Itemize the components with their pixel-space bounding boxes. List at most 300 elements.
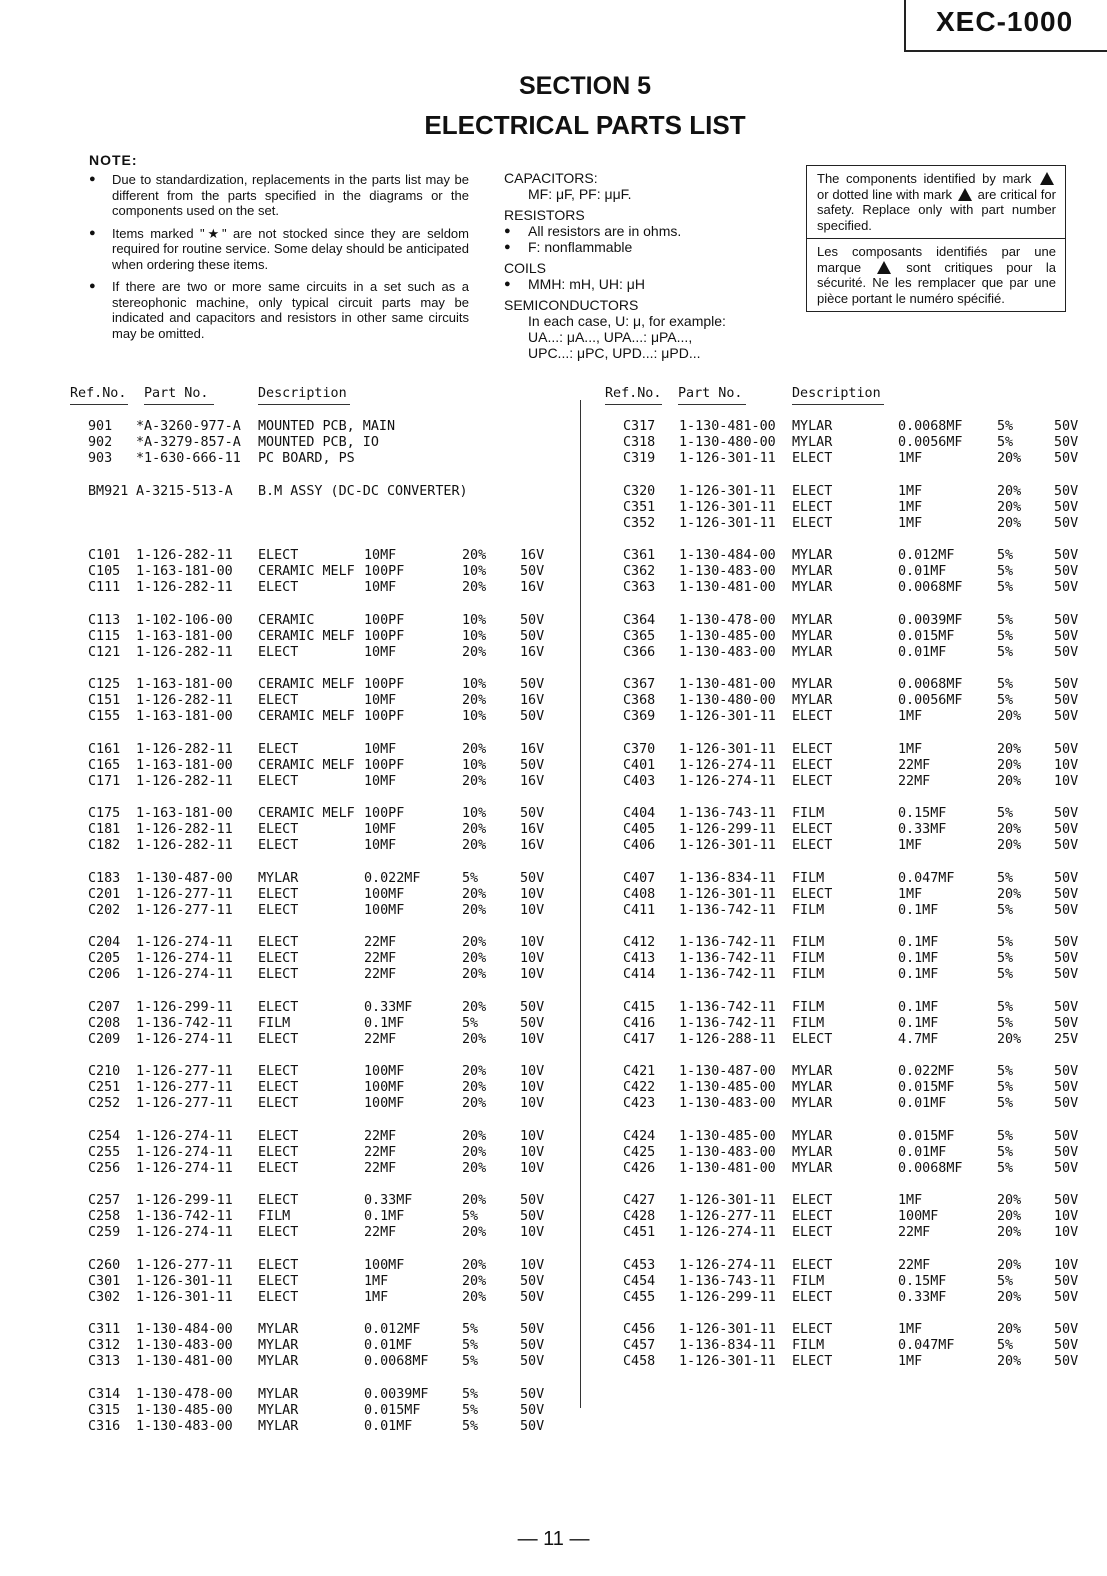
cell-ref-no: C426	[623, 1160, 656, 1176]
cell-description: MYLAR	[258, 1386, 299, 1402]
cell-tolerance: 5%	[997, 564, 1014, 579]
cell-value: 0.0068MF	[898, 580, 963, 595]
cell-description: ELECT	[792, 1209, 833, 1224]
cell-value: 10MF	[364, 548, 397, 563]
cell-tolerance: 5%	[997, 628, 1014, 644]
cell-ref-no: C171	[88, 773, 121, 789]
cell-part-no: 1-136-742-11	[679, 902, 776, 918]
cell-rating: 50V	[1054, 435, 1079, 450]
cell-ref-no: C204	[88, 935, 121, 950]
cell-value: 1MF	[898, 886, 923, 902]
cell-tolerance: 5%	[997, 1160, 1014, 1176]
cell-rating: 10V	[520, 1160, 545, 1176]
cell-description: MYLAR	[258, 870, 299, 886]
cell-tolerance: 5%	[462, 1015, 479, 1031]
cell-value: 100MF	[364, 902, 405, 918]
cell-ref-no: C370	[623, 741, 656, 757]
cell-value: 22MF	[364, 1128, 397, 1144]
cell-part-no: 1-126-299-11	[679, 822, 776, 837]
cell-ref-no: C175	[88, 806, 121, 821]
cell-rating: 10V	[520, 1080, 545, 1095]
cell-description: ELECT	[792, 1031, 833, 1047]
resistors-note: ● All resistors are in ohms.	[504, 223, 774, 239]
cell-tolerance: 5%	[997, 1128, 1014, 1144]
cell-ref-no: C412	[623, 935, 656, 950]
cell-description: CERAMIC MELF	[258, 757, 355, 773]
cell-rating: 50V	[520, 1338, 545, 1353]
cell-tolerance: 5%	[997, 644, 1014, 660]
cell-description: FILM	[792, 967, 825, 982]
cell-description: CERAMIC MELF	[258, 564, 355, 579]
cell-rating: 25V	[1054, 1031, 1079, 1047]
cell-rating: 50V	[1054, 612, 1079, 628]
cell-ref-no: C401	[623, 757, 656, 773]
cell-value: 0.015MF	[898, 628, 955, 644]
cell-rating: 50V	[520, 1386, 545, 1402]
cell-rating: 10V	[520, 1128, 545, 1144]
cell-rating: 16V	[520, 693, 545, 708]
cell-tolerance: 20%	[997, 741, 1022, 757]
cell-tolerance: 20%	[997, 515, 1022, 531]
safety-text: The components identified by mark	[817, 171, 1032, 186]
cell-part-no: 1-130-483-00	[679, 644, 776, 660]
cell-part-no: 1-126-277-11	[679, 1209, 776, 1224]
cell-ref-no: C362	[623, 564, 656, 579]
cell-ref-no: C315	[88, 1402, 121, 1418]
cell-rating: 50V	[1054, 951, 1079, 966]
cell-value: 0.022MF	[898, 1064, 955, 1079]
cell-description: CERAMIC MELF	[258, 806, 355, 821]
cell-tolerance: 20%	[997, 1257, 1022, 1273]
cell-rating: 50V	[1054, 999, 1079, 1015]
cell-tolerance: 20%	[997, 1225, 1022, 1240]
cell-tolerance: 10%	[462, 612, 487, 628]
cell-rating: 50V	[520, 1209, 545, 1224]
cell-tolerance: 20%	[997, 1209, 1022, 1224]
cell-part-no: 1-126-301-11	[679, 499, 776, 515]
cell-value: 4.7MF	[898, 1031, 939, 1047]
cell-rating: 50V	[1054, 822, 1079, 837]
cell-ref-no: C406	[623, 838, 656, 853]
cell-ref-no: C352	[623, 515, 656, 531]
cell-ref-no: C320	[623, 483, 656, 499]
cell-description: ELECT	[792, 1322, 833, 1337]
cell-ref-no: C311	[88, 1322, 121, 1337]
cell-description: MYLAR	[258, 1338, 299, 1353]
cell-part-no: 1-126-282-11	[136, 741, 233, 757]
cell-part-no: 1-126-301-11	[679, 483, 776, 499]
cell-value: 0.33MF	[898, 822, 947, 837]
cell-description: CERAMIC MELF	[258, 709, 355, 724]
column-header-description: Description	[792, 386, 881, 401]
cell-part-no: 1-163-181-00	[136, 628, 233, 644]
cell-value: 100MF	[364, 1080, 405, 1095]
cell-ref-no: C207	[88, 999, 121, 1015]
cell-tolerance: 20%	[462, 1289, 487, 1305]
cell-ref-no: C312	[88, 1338, 121, 1353]
cell-rating: 16V	[520, 822, 545, 837]
cell-description: ELECT	[792, 483, 833, 499]
column-divider	[580, 400, 581, 1408]
cell-tolerance: 20%	[997, 838, 1022, 853]
cell-ref-no: C260	[88, 1257, 121, 1273]
safety-notice-english	[807, 166, 1065, 238]
cell-part-no: 1-126-301-11	[679, 886, 776, 902]
cell-rating: 50V	[1054, 1128, 1079, 1144]
cell-value: 0.0068MF	[898, 419, 963, 434]
cell-part-no: *1-630-666-11	[136, 451, 241, 466]
cell-part-no: 1-126-274-11	[679, 1257, 776, 1273]
cell-rating: 50V	[1054, 870, 1079, 886]
cell-ref-no: C115	[88, 628, 121, 644]
cell-tolerance: 20%	[462, 951, 487, 966]
cell-rating: 10V	[520, 1031, 545, 1047]
cell-part-no: 1-130-478-00	[136, 1386, 233, 1402]
cell-description: MYLAR	[792, 419, 833, 434]
cell-value: 0.047MF	[898, 1338, 955, 1353]
cell-part-no: 1-130-483-00	[679, 1144, 776, 1160]
cell-value: 100MF	[364, 1257, 405, 1273]
cell-rating: 50V	[1054, 1144, 1079, 1160]
cell-value: 22MF	[898, 1257, 931, 1273]
cell-ref-no: C454	[623, 1273, 656, 1289]
units-legend	[504, 170, 774, 361]
cell-description: ELECT	[258, 1128, 299, 1144]
cell-part-no: 1-126-274-11	[136, 935, 233, 950]
cell-rating: 50V	[1054, 1080, 1079, 1095]
cell-tolerance: 20%	[462, 1257, 487, 1273]
cell-value: 22MF	[364, 951, 397, 966]
cell-tolerance: 20%	[462, 1193, 487, 1208]
cell-tolerance: 5%	[997, 693, 1014, 708]
cell-value: 0.1MF	[898, 1015, 939, 1031]
cell-tolerance: 20%	[997, 1322, 1022, 1337]
cell-tolerance: 5%	[997, 870, 1014, 886]
cell-rating: 50V	[520, 1273, 545, 1289]
cell-ref-no: C457	[623, 1338, 656, 1353]
cell-tolerance: 5%	[997, 1338, 1014, 1353]
cell-value: 0.0068MF	[364, 1354, 429, 1369]
cell-tolerance: 5%	[997, 1144, 1014, 1160]
cell-tolerance: 20%	[462, 1031, 487, 1047]
cell-description: FILM	[792, 902, 825, 918]
cell-ref-no: C413	[623, 951, 656, 966]
note-heading: NOTE:	[89, 152, 138, 168]
cell-tolerance: 20%	[997, 1354, 1022, 1369]
cell-rating: 50V	[1054, 1064, 1079, 1079]
cell-part-no: 1-126-274-11	[136, 1160, 233, 1176]
cell-rating: 50V	[520, 628, 545, 644]
cell-value: 10MF	[364, 580, 397, 595]
cell-rating: 50V	[1054, 1273, 1079, 1289]
semiconductors-note: In each case, U: μ, for example:	[528, 313, 726, 329]
cell-description: ELECT	[258, 1225, 299, 1240]
cell-tolerance: 20%	[462, 935, 487, 950]
cell-value: 0.0056MF	[898, 693, 963, 708]
cell-tolerance: 20%	[462, 1273, 487, 1289]
cell-ref-no: C455	[623, 1289, 656, 1305]
cell-ref-no: 901	[88, 419, 113, 434]
column-header-part: Part No.	[144, 386, 209, 401]
cell-rating: 50V	[1054, 451, 1079, 466]
cell-value: 1MF	[898, 499, 923, 515]
section-title: SECTION 5	[519, 72, 651, 100]
cell-description: FILM	[792, 935, 825, 950]
cell-tolerance: 10%	[462, 709, 487, 724]
cell-rating: 10V	[520, 1257, 545, 1273]
cell-value: 1MF	[898, 1193, 923, 1208]
cell-tolerance: 5%	[997, 580, 1014, 595]
cell-description: ELECT	[792, 838, 833, 853]
cell-rating: 50V	[520, 1289, 545, 1305]
cell-description: CERAMIC	[258, 612, 315, 628]
cell-description: ELECT	[258, 1257, 299, 1273]
cell-description: ELECT	[792, 515, 833, 531]
cell-part-no: 1-163-181-00	[136, 806, 233, 821]
cell-rating: 50V	[1054, 1322, 1079, 1337]
cell-tolerance: 5%	[997, 548, 1014, 563]
cell-value: 1MF	[898, 709, 923, 724]
cell-tolerance: 10%	[462, 628, 487, 644]
section-subtitle: ELECTRICAL PARTS LIST	[424, 110, 746, 140]
capacitors-heading: CAPACITORS:	[504, 170, 598, 186]
cell-tolerance: 5%	[462, 1338, 479, 1353]
cell-description: FILM	[258, 1015, 291, 1031]
cell-part-no: 1-136-743-11	[679, 806, 776, 821]
cell-value: 100PF	[364, 628, 405, 644]
cell-value: 10MF	[364, 693, 397, 708]
cell-part-no: 1-126-282-11	[136, 693, 233, 708]
cell-ref-no: C367	[623, 677, 656, 692]
cell-ref-no: C316	[88, 1418, 121, 1434]
cell-description: MYLAR	[258, 1354, 299, 1369]
cell-value: 0.012MF	[898, 548, 955, 563]
cell-ref-no: C256	[88, 1160, 121, 1176]
cell-rating: 50V	[1054, 1096, 1079, 1111]
cell-part-no: 1-136-742-11	[679, 967, 776, 982]
cell-value: 22MF	[364, 935, 397, 950]
cell-tolerance: 20%	[462, 838, 487, 853]
cell-value: 0.15MF	[898, 806, 947, 821]
cell-description: ELECT	[792, 822, 833, 837]
cell-part-no: 1-126-274-11	[679, 1225, 776, 1240]
cell-part-no: 1-136-742-11	[679, 935, 776, 950]
safety-text: or dotted line with mark	[817, 186, 953, 202]
cell-tolerance: 5%	[997, 1096, 1014, 1111]
note-item: ● Items marked "★" are not stocked since they are seldom required for routine service. Some delay should be anticipated when ordering these items.	[89, 226, 469, 273]
cell-ref-no: C251	[88, 1080, 121, 1095]
coils-units: ● MMH: mH, UH: μH	[504, 276, 774, 292]
cell-tolerance: 5%	[462, 1402, 479, 1418]
cell-description: ELECT	[258, 902, 299, 918]
cell-part-no: A-3215-513-A	[136, 483, 233, 499]
cell-rating: 10V	[520, 951, 545, 966]
cell-description: FILM	[792, 806, 825, 821]
cell-part-no: 1-136-834-11	[679, 1338, 776, 1353]
cell-description: ELECT	[792, 741, 833, 757]
cell-part-no: 1-130-481-00	[679, 419, 776, 434]
cell-value: 22MF	[364, 1160, 397, 1176]
cell-description: MYLAR	[792, 644, 833, 660]
cell-description: ELECT	[258, 741, 299, 757]
cell-description: MYLAR	[792, 1144, 833, 1160]
cell-tolerance: 20%	[462, 886, 487, 902]
cell-tolerance: 20%	[997, 1193, 1022, 1208]
cell-tolerance: 5%	[997, 1064, 1014, 1079]
cell-value: 0.33MF	[898, 1289, 947, 1305]
cell-value: 0.1MF	[898, 951, 939, 966]
cell-part-no: 1-126-277-11	[136, 1064, 233, 1079]
cell-tolerance: 20%	[997, 773, 1022, 789]
cell-rating: 16V	[520, 838, 545, 853]
model-label-box	[904, 0, 1107, 52]
cell-tolerance: 5%	[997, 435, 1014, 450]
cell-rating: 50V	[1054, 902, 1079, 918]
resistors-note: ● F: nonflammable	[504, 239, 774, 255]
cell-rating: 50V	[520, 564, 545, 579]
cell-part-no: 1-126-274-11	[136, 1225, 233, 1240]
cell-ref-no: C101	[88, 548, 121, 563]
cell-rating: 50V	[1054, 886, 1079, 902]
cell-rating: 50V	[520, 677, 545, 692]
cell-part-no: 1-126-277-11	[136, 902, 233, 918]
cell-part-no: 1-163-181-00	[136, 757, 233, 773]
cell-part-no: 1-130-481-00	[679, 677, 776, 692]
cell-value: 100PF	[364, 612, 405, 628]
cell-part-no: 1-130-485-00	[679, 628, 776, 644]
cell-tolerance: 5%	[997, 951, 1014, 966]
cell-part-no: 1-130-487-00	[679, 1064, 776, 1079]
cell-tolerance: 20%	[462, 1225, 487, 1240]
cell-tolerance: 20%	[997, 822, 1022, 837]
cell-value: 22MF	[364, 967, 397, 982]
cell-tolerance: 20%	[997, 886, 1022, 902]
cell-tolerance: 20%	[997, 483, 1022, 499]
cell-tolerance: 5%	[997, 1273, 1014, 1289]
cell-ref-no: C416	[623, 1015, 656, 1031]
cell-value: 0.015MF	[898, 1128, 955, 1144]
cell-value: 0.1MF	[898, 999, 939, 1015]
cell-part-no: 1-130-480-00	[679, 693, 776, 708]
cell-tolerance: 20%	[462, 1160, 487, 1176]
cell-ref-no: C113	[88, 612, 121, 628]
cell-description: FILM	[792, 951, 825, 966]
cell-part-no: 1-126-299-11	[679, 1289, 776, 1305]
cell-description: FILM	[792, 1338, 825, 1353]
cell-rating: 50V	[1054, 628, 1079, 644]
cell-tolerance: 10%	[462, 757, 487, 773]
cell-rating: 50V	[520, 1354, 545, 1369]
cell-value: 0.0056MF	[898, 435, 963, 450]
cell-description: ELECT	[792, 499, 833, 515]
cell-value: 0.1MF	[364, 1015, 405, 1031]
cell-value: 0.0068MF	[898, 1160, 963, 1176]
cell-ref-no: C458	[623, 1354, 656, 1369]
cell-description: ELECT	[258, 1064, 299, 1079]
cell-ref-no: C424	[623, 1128, 656, 1144]
note-list	[89, 172, 469, 348]
cell-value: 0.022MF	[364, 870, 421, 886]
capacitors-units: MF: μF, PF: μμF.	[528, 186, 632, 202]
cell-description: ELECT	[258, 548, 299, 563]
cell-description: MYLAR	[792, 1080, 833, 1095]
cell-tolerance: 5%	[462, 870, 479, 886]
cell-description: CERAMIC MELF	[258, 628, 355, 644]
cell-rating: 16V	[520, 773, 545, 789]
cell-rating: 16V	[520, 548, 545, 563]
cell-description: MYLAR	[792, 1160, 833, 1176]
cell-rating: 50V	[1054, 709, 1079, 724]
cell-part-no: *A-3279-857-A	[136, 435, 241, 450]
cell-description: MYLAR	[792, 677, 833, 692]
cell-value: 1MF	[898, 1322, 923, 1337]
cell-value: 22MF	[898, 1225, 931, 1240]
cell-rating: 50V	[1054, 548, 1079, 563]
cell-value: 0.33MF	[364, 1193, 413, 1208]
cell-ref-no: C404	[623, 806, 656, 821]
cell-ref-no: C403	[623, 773, 656, 789]
cell-rating: 50V	[1054, 693, 1079, 708]
cell-rating: 10V	[520, 886, 545, 902]
cell-value: 1MF	[364, 1289, 389, 1305]
cell-part-no: 1-130-483-00	[136, 1338, 233, 1353]
safety-notice	[806, 165, 1066, 312]
cell-description: ELECT	[258, 1273, 299, 1289]
cell-value: 22MF	[898, 757, 931, 773]
cell-rating: 50V	[1054, 1354, 1079, 1369]
cell-tolerance: 20%	[462, 693, 487, 708]
cell-rating: 50V	[520, 806, 545, 821]
cell-tolerance: 20%	[462, 999, 487, 1015]
cell-part-no: 1-126-277-11	[136, 1080, 233, 1095]
cell-rating: 10V	[520, 935, 545, 950]
cell-ref-no: C414	[623, 967, 656, 982]
cell-part-no: 1-130-483-00	[679, 1096, 776, 1111]
cell-rating: 50V	[520, 709, 545, 724]
cell-ref-no: C151	[88, 693, 121, 708]
cell-part-no: 1-126-274-11	[136, 1128, 233, 1144]
cell-description: ELECT	[792, 709, 833, 724]
cell-description: MYLAR	[792, 548, 833, 563]
cell-ref-no: C369	[623, 709, 656, 724]
cell-ref-no: C161	[88, 741, 121, 757]
note-item: ● If there are two or more same circuits in a set such as a stereophonic machine, only typical circuit parts may be indicated and capacitors and resistors in other same circuits may be omitted.	[89, 279, 469, 341]
cell-ref-no: C155	[88, 709, 121, 724]
cell-description: ELECT	[258, 951, 299, 966]
cell-value: 100PF	[364, 806, 405, 821]
cell-description: ELECT	[258, 1096, 299, 1111]
cell-ref-no: C301	[88, 1273, 121, 1289]
cell-tolerance: 20%	[997, 709, 1022, 724]
cell-ref-no: C209	[88, 1031, 121, 1047]
cell-rating: 50V	[1054, 1338, 1079, 1353]
cell-tolerance: 20%	[462, 580, 487, 595]
cell-part-no: 1-126-288-11	[679, 1031, 776, 1047]
cell-value: 10MF	[364, 838, 397, 853]
cell-value: 100MF	[364, 886, 405, 902]
cell-description: MOUNTED PCB, IO	[258, 435, 379, 450]
cell-rating: 10V	[520, 967, 545, 982]
cell-part-no: 1-126-282-11	[136, 644, 233, 660]
cell-description: ELECT	[258, 1144, 299, 1160]
semiconductors-note: UA...: μA..., UPA...: μPA...,	[528, 329, 693, 345]
cell-value: 0.047MF	[898, 870, 955, 886]
cell-rating: 50V	[520, 1322, 545, 1337]
cell-ref-no: C425	[623, 1144, 656, 1160]
cell-description: MYLAR	[258, 1322, 299, 1337]
cell-description: MYLAR	[792, 628, 833, 644]
warning-triangle-icon	[1040, 172, 1054, 185]
